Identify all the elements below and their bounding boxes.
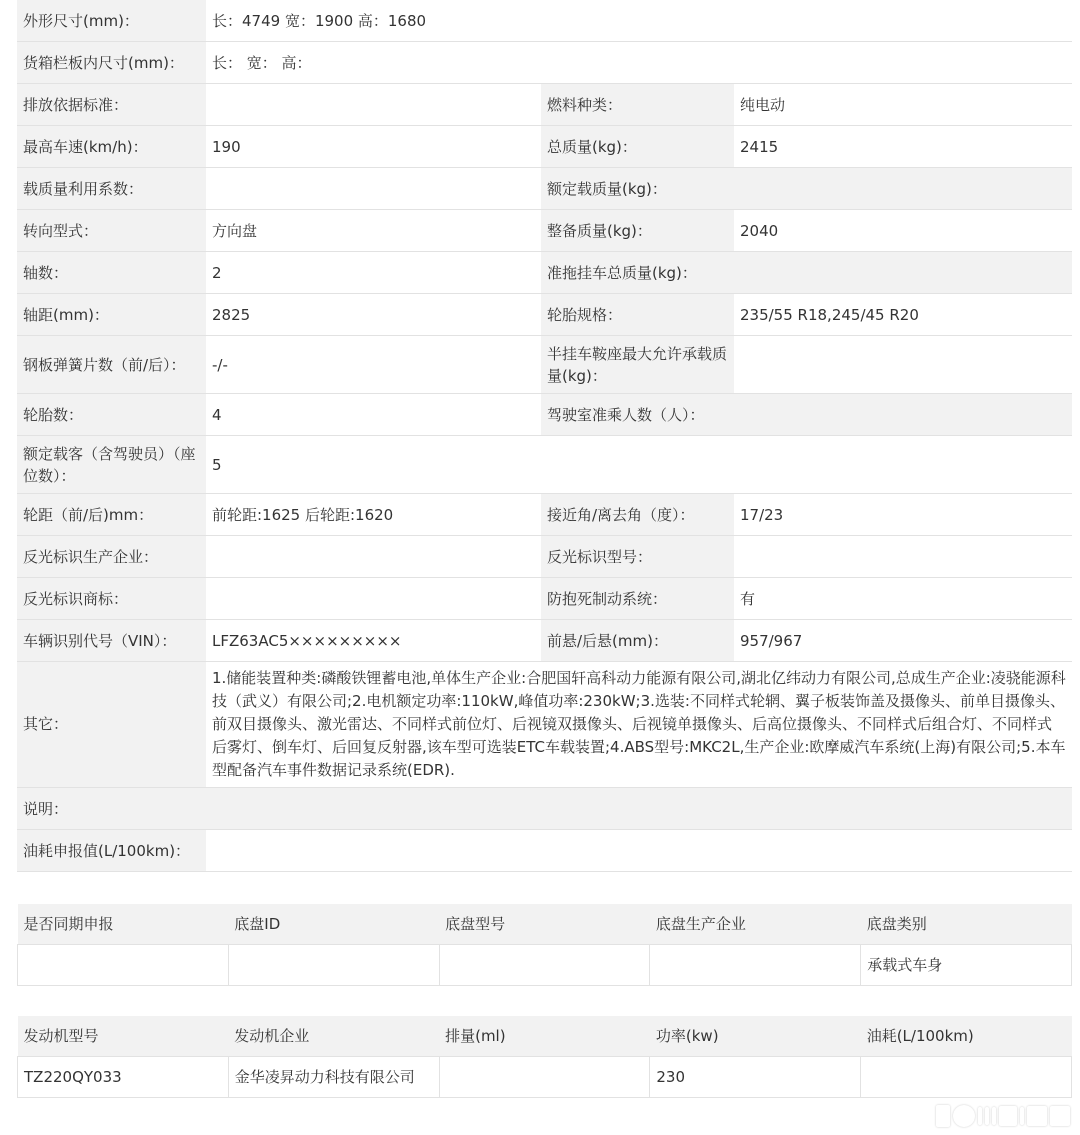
spec-row xyxy=(17,578,1072,620)
spec-value: 长： 宽： 高： xyxy=(206,42,1072,84)
spec-value: 4 xyxy=(206,394,541,436)
spec-label: 前悬/后悬(mm)： xyxy=(541,620,734,662)
table-cell xyxy=(18,945,229,986)
spec-row xyxy=(17,536,1072,578)
spec-row xyxy=(17,336,1072,394)
spec-value xyxy=(734,336,1072,394)
column-header: 是否同期申报 xyxy=(18,904,229,945)
column-header: 底盘生产企业 xyxy=(650,904,861,945)
column-header: 功率(kw) xyxy=(650,1016,861,1057)
spec-label: 总质量(kg)： xyxy=(541,126,734,168)
spec-value: LFZ63AC5××××××××× xyxy=(206,620,541,662)
spec-label: 额定载客（含驾驶员）（座位数）： xyxy=(17,436,206,494)
spec-value: 235/55 R18,245/45 R20 xyxy=(734,294,1072,336)
table-cell: 承载式车身 xyxy=(861,945,1072,986)
table-cell xyxy=(439,1057,650,1098)
spec-value: 5 xyxy=(206,436,1072,494)
table-row xyxy=(18,1057,1072,1098)
spec-label: 车辆识别代号（VIN）： xyxy=(17,620,206,662)
table-cell: 230 xyxy=(650,1057,861,1098)
spec-label: 轮胎数： xyxy=(17,394,206,436)
spec-row xyxy=(17,494,1072,536)
spec-label: 最高车速(km/h)： xyxy=(17,126,206,168)
table-cell xyxy=(439,945,650,986)
spec-label: 油耗申报值(L/100km)： xyxy=(17,830,206,872)
spec-value xyxy=(206,84,541,126)
column-header: 排量(ml) xyxy=(439,1016,650,1057)
table-cell xyxy=(650,945,861,986)
spec-label: 载质量利用系数： xyxy=(17,168,206,210)
spec-label: 其它： xyxy=(17,662,206,788)
spec-table xyxy=(17,0,1072,872)
spec-label: 轴数： xyxy=(17,252,206,294)
spec-row xyxy=(17,620,1072,662)
spec-value xyxy=(206,578,541,620)
spec-value xyxy=(734,394,1072,436)
spec-row-fuel xyxy=(17,830,1072,872)
column-header: 发动机企业 xyxy=(228,1016,439,1057)
watermark-logo xyxy=(936,1105,1070,1127)
spec-value xyxy=(734,168,1072,210)
spec-label: 外形尺寸(mm)： xyxy=(17,0,206,42)
spec-value: 2040 xyxy=(734,210,1072,252)
spec-value: -/- xyxy=(206,336,541,394)
spec-row xyxy=(17,394,1072,436)
spec-row-seats xyxy=(17,436,1072,494)
spec-label: 轮胎规格： xyxy=(541,294,734,336)
spec-row-cargo-box xyxy=(17,42,1072,84)
spec-row-other xyxy=(17,662,1072,788)
spec-value: 190 xyxy=(206,126,541,168)
spec-value: 长：4749 宽：1900 高：1680 xyxy=(206,0,1072,42)
spec-value: 2825 xyxy=(206,294,541,336)
spec-label: 说明： xyxy=(17,788,206,830)
spec-row xyxy=(17,294,1072,336)
spec-value xyxy=(206,536,541,578)
spec-value: 2415 xyxy=(734,126,1072,168)
spec-value: 957/967 xyxy=(734,620,1072,662)
column-header: 底盘ID xyxy=(228,904,439,945)
chassis-table xyxy=(17,904,1072,986)
spec-value: 方向盘 xyxy=(206,210,541,252)
spec-label: 钢板弹簧片数（前/后）： xyxy=(17,336,206,394)
spec-row xyxy=(17,126,1072,168)
spec-value: 2 xyxy=(206,252,541,294)
table-header-row xyxy=(18,904,1072,945)
spec-label: 反光标识型号： xyxy=(541,536,734,578)
table-cell: 金华凌昇动力科技有限公司 xyxy=(228,1057,439,1098)
engine-table xyxy=(17,1016,1072,1098)
spec-label: 半挂车鞍座最大允许承载质量(kg)： xyxy=(541,336,734,394)
table-cell xyxy=(861,1057,1072,1098)
spec-label: 驾驶室准乘人数（人）： xyxy=(541,394,734,436)
spec-row xyxy=(17,252,1072,294)
spec-label: 排放依据标准： xyxy=(17,84,206,126)
spec-value xyxy=(206,830,1072,872)
spec-label: 额定载质量(kg)： xyxy=(541,168,734,210)
table-cell: TZ220QY033 xyxy=(18,1057,229,1098)
spec-value: 有 xyxy=(734,578,1072,620)
spec-label: 轴距(mm)： xyxy=(17,294,206,336)
spec-row xyxy=(17,84,1072,126)
spec-value xyxy=(734,536,1072,578)
spec-label: 整备质量(kg)： xyxy=(541,210,734,252)
spec-value: 纯电动 xyxy=(734,84,1072,126)
spec-value-other: 1.储能装置种类:磷酸铁锂蓄电池,单体生产企业:合肥国轩高科动力能源有限公司,湖北亿纬动力有限公司,总成生产企业:凌骁能源科技（武义）有限公司;2.电机额定功率:110kW,峰值功率:230kW;3.选装:不同样式轮辋、翼子板装饰盖及摄像头、前单目摄像头、前双目摄像头、激光雷达、不同样式前位灯、后视镜双摄像头、后视镜单摄像头、后高位摄像头、不同样式后组合灯、不同样式后雾灯、倒车灯、后回复反射器,该车型可选装ETC车载装置;4.ABS型号:MKC2L,生产企业:欧摩威汽车系统(上海)有限公司;5.本车型配备汽车事件数据记录系统(EDR). xyxy=(206,662,1072,788)
spec-label: 反光标识商标： xyxy=(17,578,206,620)
vehicle-spec-page xyxy=(17,0,1072,1098)
spec-row xyxy=(17,168,1072,210)
table-row xyxy=(18,945,1072,986)
column-header: 发动机型号 xyxy=(18,1016,229,1057)
spec-value: 17/23 xyxy=(734,494,1072,536)
column-header: 油耗(L/100km) xyxy=(861,1016,1072,1057)
spec-row xyxy=(17,210,1072,252)
table-header-row xyxy=(18,1016,1072,1057)
table-cell xyxy=(228,945,439,986)
spec-value xyxy=(206,788,1072,830)
spec-value: 前轮距:1625 后轮距:1620 xyxy=(206,494,541,536)
spec-label: 轮距（前/后)mm： xyxy=(17,494,206,536)
spec-row-dimensions xyxy=(17,0,1072,42)
spec-row-notes xyxy=(17,788,1072,830)
spec-label: 防抱死制动系统： xyxy=(541,578,734,620)
spec-value xyxy=(734,252,1072,294)
spec-label: 转向型式： xyxy=(17,210,206,252)
spec-label: 货箱栏板内尺寸(mm)： xyxy=(17,42,206,84)
spec-label: 燃料种类： xyxy=(541,84,734,126)
spec-value xyxy=(206,168,541,210)
spec-label: 接近角/离去角（度）： xyxy=(541,494,734,536)
column-header: 底盘型号 xyxy=(439,904,650,945)
spec-label: 准拖挂车总质量(kg)： xyxy=(541,252,734,294)
spec-label: 反光标识生产企业： xyxy=(17,536,206,578)
column-header: 底盘类别 xyxy=(861,904,1072,945)
